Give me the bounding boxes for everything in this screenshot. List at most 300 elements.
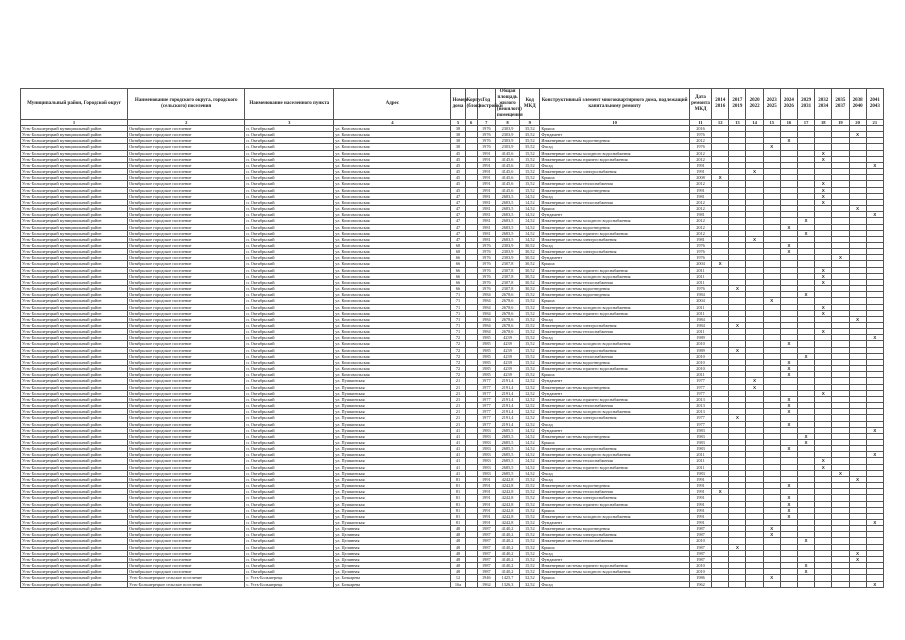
table-cell: Инженерные системы водоотведения xyxy=(540,384,690,390)
table-cell: 14,52 xyxy=(520,464,540,470)
table-cell: 41 xyxy=(451,427,465,433)
table-cell: 1976 xyxy=(689,249,711,255)
schedule-mark-cell xyxy=(780,581,797,587)
table-cell: Фасад xyxy=(540,144,690,150)
table-cell: 72 xyxy=(451,372,465,378)
table-cell: 1983 xyxy=(477,464,495,470)
table-cell: Инженерные системы горячего водоснабжения xyxy=(540,156,690,162)
table-cell: 2678,6 xyxy=(495,329,519,335)
table-cell: Усть-Большерецкий муниципальный район xyxy=(21,279,128,285)
table-cell: 45 xyxy=(451,162,465,168)
table-cell: ул. Пушкинская xyxy=(334,464,451,470)
table-cell: 66 xyxy=(451,286,465,292)
table-cell: Усть-Большерецкий муниципальный район xyxy=(21,538,128,544)
table-cell: п. Октябрьский xyxy=(245,150,334,156)
table-cell: 2685,5 xyxy=(495,427,519,433)
table-cell: Усть-Большерецкий муниципальный район xyxy=(21,507,128,513)
table-cell: 1983 xyxy=(689,470,711,476)
schedule-mark-cell: X xyxy=(746,378,763,384)
column-header: 2041 2043 xyxy=(866,89,883,120)
schedule-mark-cell: X xyxy=(832,255,849,261)
table-cell: 72 xyxy=(451,359,465,365)
table-cell: п. Октябрьский xyxy=(245,409,334,415)
table-cell: 1991 xyxy=(689,507,711,513)
table-cell: 12,52 xyxy=(520,396,540,402)
table-cell: 1977 xyxy=(689,421,711,427)
table-cell: Усть-Большерецкое сельское поселение xyxy=(128,575,245,581)
table-cell: ул. Пушкинская xyxy=(334,476,451,482)
table-cell: Инженерные системы теплоснабжения xyxy=(540,403,690,409)
table-cell: Инженерные системы горячего водоснабжения xyxy=(540,230,690,236)
table-cell: 45 xyxy=(451,181,465,187)
table-cell: ул. Комсомольская xyxy=(334,286,451,292)
table-cell: 2010 xyxy=(689,538,711,544)
table-cell: ул. Пушкинская xyxy=(334,415,451,421)
table-cell: 47 xyxy=(451,193,465,199)
table-cell: 1983 xyxy=(477,470,495,476)
table-cell: 4145,6 xyxy=(495,175,519,181)
table-cell: 1991 xyxy=(477,169,495,175)
table-cell: Усть-Большерецкий муниципальный район xyxy=(21,415,128,421)
table-cell: ул. Целинная xyxy=(334,563,451,569)
column-header: Код МКД xyxy=(520,89,540,120)
table-cell: 1984 xyxy=(689,316,711,322)
table-cell: п. Октябрьский xyxy=(245,483,334,489)
table-cell: 4239 xyxy=(495,335,519,341)
table-cell: Усть-Большерецкий муниципальный район xyxy=(21,489,128,495)
table-cell: 1976 xyxy=(689,242,711,248)
table-cell: 4242,8 xyxy=(495,495,519,501)
table-cell: Октябрьское городское поселение xyxy=(128,236,245,242)
table-cell: 4239 xyxy=(495,366,519,372)
table-cell: 1985 xyxy=(477,353,495,359)
table-cell: 14,52 xyxy=(520,236,540,242)
table-cell: 1981 xyxy=(477,236,495,242)
table-cell: Фасад xyxy=(540,193,690,199)
table-cell: 21 xyxy=(451,415,465,421)
column-header: 2032 2034 xyxy=(815,89,832,120)
schedule-mark-cell: X xyxy=(729,286,746,292)
table-cell: 2678,6 xyxy=(495,298,519,304)
table-cell: п. Октябрьский xyxy=(245,384,334,390)
table-cell: 15,52 xyxy=(520,175,540,181)
table-cell: 1981 xyxy=(477,224,495,230)
table-cell: 1987 xyxy=(477,569,495,575)
table-cell: ул. Комсомольская xyxy=(334,126,451,132)
column-number: 4 xyxy=(334,120,451,126)
schedule-mark-cell: X xyxy=(712,261,729,267)
table-cell: Усть-Большерецкий муниципальный район xyxy=(21,286,128,292)
table-cell: Октябрьское городское поселение xyxy=(128,162,245,168)
table-cell: Фасад xyxy=(540,581,690,587)
column-number: 2 xyxy=(128,120,245,126)
table-cell: Октябрьское городское поселение xyxy=(128,224,245,230)
table-cell: 1977 xyxy=(689,378,711,384)
table-cell: ул. Пушкинская xyxy=(334,520,451,526)
table-cell: Усть-Большерецкий муниципальный район xyxy=(21,581,128,587)
table-cell: ул. Пушкинская xyxy=(334,433,451,439)
table-cell: 15,52 xyxy=(520,372,540,378)
schedule-mark-cell: X xyxy=(849,556,866,562)
table-cell: 32,52 xyxy=(520,575,540,581)
table-cell: Усть-Большерецкий муниципальный район xyxy=(21,347,128,353)
table-cell: ул. Пушкинская xyxy=(334,489,451,495)
table-cell: Инженерные системы холодного водоснабжения xyxy=(540,304,690,310)
table-cell: 1984 xyxy=(477,304,495,310)
table-cell: Фасад xyxy=(540,335,690,341)
table-cell: 15,52 xyxy=(520,569,540,575)
table-cell: 2011 xyxy=(689,267,711,273)
schedule-mark-cell: X xyxy=(780,366,797,372)
column-number: 20 xyxy=(849,120,866,126)
schedule-mark-cell: X xyxy=(815,304,832,310)
table-cell: Октябрьское городское поселение xyxy=(128,298,245,304)
table-cell: 15,52 xyxy=(520,329,540,335)
table-cell: Усть-Большерецкий муниципальный район xyxy=(21,310,128,316)
repair-schedule-table xyxy=(20,88,884,588)
table-cell: ул. Комсомольская xyxy=(334,329,451,335)
table-cell: 2011 xyxy=(689,464,711,470)
table-cell: 38 xyxy=(451,126,465,132)
table-cell: 2683,5 xyxy=(495,218,519,224)
table-cell: 1976 xyxy=(477,286,495,292)
table-cell: 81 xyxy=(451,483,465,489)
schedule-mark-cell: X xyxy=(866,162,883,168)
table-cell: 1985 xyxy=(477,347,495,353)
table-cell: ул. Целинная xyxy=(334,526,451,532)
table-cell: 1962 xyxy=(477,581,495,587)
table-cell: 30,52 xyxy=(520,242,540,248)
table-cell: п. Октябрьский xyxy=(245,175,334,181)
table-cell: 2004 xyxy=(689,261,711,267)
table-cell: Усть-Большерецкий муниципальный район xyxy=(21,569,128,575)
table-cell: Октябрьское городское поселение xyxy=(128,550,245,556)
table-cell: п. Октябрьский xyxy=(245,556,334,562)
table-cell: 1991 xyxy=(689,187,711,193)
table-cell: Инженерные системы холодного водоснабжения xyxy=(540,569,690,575)
table-cell: 2303,9 xyxy=(495,126,519,132)
schedule-mark-cell: X xyxy=(763,575,780,581)
schedule-mark-cell: X xyxy=(780,242,797,248)
table-cell: Инженерные системы холодного водоснабжения xyxy=(540,150,690,156)
table-cell: Октябрьское городское поселение xyxy=(128,390,245,396)
table-cell: 1987 xyxy=(477,563,495,569)
table-cell: Инженерные системы горячего водоснабжения xyxy=(540,366,690,372)
table-cell: п. Октябрьский xyxy=(245,476,334,482)
table-cell: Октябрьское городское поселение xyxy=(128,483,245,489)
table-cell: 1983 xyxy=(689,439,711,445)
table-cell: п. Октябрьский xyxy=(245,335,334,341)
schedule-mark-cell: X xyxy=(746,384,763,390)
table-cell: 15,52 xyxy=(520,181,540,187)
table-cell: п. Октябрьский xyxy=(245,415,334,421)
table-cell: 1976 xyxy=(689,144,711,150)
table-cell: 71 xyxy=(451,292,465,298)
table-cell: 15,52 xyxy=(520,310,540,316)
table-cell: Усть-Большерецкий муниципальный район xyxy=(21,433,128,439)
table-cell: 1991 xyxy=(689,483,711,489)
table-cell: ул. Комсомольская xyxy=(334,279,451,285)
column-header: 2029 2031 xyxy=(798,89,815,120)
table-cell: Инженерные системы холодного водоснабжения xyxy=(540,341,690,347)
table-cell: п. Октябрьский xyxy=(245,366,334,372)
table-cell: ул. Пушкинская xyxy=(334,403,451,409)
schedule-mark-cell: X xyxy=(729,323,746,329)
table-cell: 2012 xyxy=(689,181,711,187)
schedule-mark-cell: X xyxy=(780,501,797,507)
table-cell: 71 xyxy=(451,298,465,304)
table-cell: Октябрьское городское поселение xyxy=(128,439,245,445)
column-number: 16 xyxy=(780,120,797,126)
column-number: 18 xyxy=(815,120,832,126)
table-cell: 1991 xyxy=(689,476,711,482)
table-cell: 1977 xyxy=(477,415,495,421)
table-cell: Октябрьское городское поселение xyxy=(128,329,245,335)
table-cell: Усть-Большерецкий муниципальный район xyxy=(21,206,128,212)
table-cell: п. Октябрьский xyxy=(245,501,334,507)
table-cell: 1976 xyxy=(477,255,495,261)
schedule-mark-cell: X xyxy=(815,390,832,396)
table-cell: 2013 xyxy=(689,396,711,402)
table-cell: Усть-Большерецкий муниципальный район xyxy=(21,304,128,310)
table-cell: 1981 xyxy=(477,230,495,236)
table-cell: Октябрьское городское поселение xyxy=(128,169,245,175)
table-cell: 14,52 xyxy=(520,433,540,439)
schedule-mark-cell: X xyxy=(815,193,832,199)
table-cell: 14,52 xyxy=(520,206,540,212)
table-cell: Усть-Большерецкий муниципальный район xyxy=(21,575,128,581)
table-cell: 2678,6 xyxy=(495,304,519,310)
table-cell: 4239 xyxy=(495,353,519,359)
table-cell: Инженерные системы электроснабжения xyxy=(540,236,690,242)
table-cell: 72 xyxy=(451,366,465,372)
table-cell: 1991 xyxy=(477,175,495,181)
table-cell: 1977 xyxy=(477,384,495,390)
table-cell: п. Октябрьский xyxy=(245,310,334,316)
table-cell: 15,52 xyxy=(520,550,540,556)
table-cell: с. Усть-Большерецк xyxy=(245,575,334,581)
table-cell: п. Октябрьский xyxy=(245,236,334,242)
table-cell: 4242,8 xyxy=(495,483,519,489)
table-cell: 68 xyxy=(451,249,465,255)
table-cell: 4145,6 xyxy=(495,156,519,162)
column-number: 13 xyxy=(729,120,746,126)
table-cell: 15,52 xyxy=(520,526,540,532)
table-cell: 1983 xyxy=(689,446,711,452)
table-cell: п. Октябрьский xyxy=(245,433,334,439)
table-cell: Октябрьское городское поселение xyxy=(128,495,245,501)
table-cell: 1976 xyxy=(477,132,495,138)
table-cell: 1976 xyxy=(477,279,495,285)
schedule-mark-cell xyxy=(815,581,832,587)
table-cell: 21 xyxy=(451,421,465,427)
table-cell: 1977 xyxy=(477,378,495,384)
column-header: Муниципальный район, Городской округ xyxy=(21,89,128,120)
table-cell: 4239 xyxy=(495,359,519,365)
schedule-mark-cell: X xyxy=(866,581,883,587)
table-cell: 4140,2 xyxy=(495,556,519,562)
table-cell: 2678,6 xyxy=(495,310,519,316)
table-cell: 35,52 xyxy=(520,132,540,138)
schedule-mark-cell: X xyxy=(780,421,797,427)
table-cell: 4242,8 xyxy=(495,501,519,507)
table-cell: 1983 xyxy=(477,427,495,433)
table-cell: ул. Комсомольская xyxy=(334,162,451,168)
table-cell: Усть-Большерецкий муниципальный район xyxy=(21,181,128,187)
table-cell: Усть-Большерецкий муниципальный район xyxy=(21,236,128,242)
table-cell: Усть-Большерецкий муниципальный район xyxy=(21,212,128,218)
table-cell: 4145,6 xyxy=(495,150,519,156)
schedule-mark-cell: X xyxy=(780,372,797,378)
table-cell: Усть-Большерецкий муниципальный район xyxy=(21,169,128,175)
column-header: Год постройки xyxy=(477,89,495,120)
table-cell: п. Октябрьский xyxy=(245,520,334,526)
table-cell: п. Октябрьский xyxy=(245,169,334,175)
table-cell: 47 xyxy=(451,206,465,212)
table-cell: 14,52 xyxy=(520,212,540,218)
table-cell: 15,52 xyxy=(520,347,540,353)
table-cell: 2012 xyxy=(689,199,711,205)
column-header: 2017 2019 xyxy=(729,89,746,120)
table-cell: 2011 xyxy=(689,310,711,316)
table-cell: Октябрьское городское поселение xyxy=(128,476,245,482)
table-cell: 2303,9 xyxy=(495,242,519,248)
table-cell: 2307,8 xyxy=(495,261,519,267)
schedule-mark-cell: X xyxy=(798,433,815,439)
table-cell: п. Октябрьский xyxy=(245,341,334,347)
table-cell: 2010 xyxy=(689,563,711,569)
table-cell: 14,52 xyxy=(520,218,540,224)
schedule-mark-cell: X xyxy=(866,452,883,458)
table-cell: п. Октябрьский xyxy=(245,544,334,550)
schedule-mark-cell: X xyxy=(780,138,797,144)
schedule-mark-cell: X xyxy=(832,470,849,476)
table-cell: Усть-Большерецкий муниципальный район xyxy=(21,126,128,132)
table-cell: 14,52 xyxy=(520,452,540,458)
table-cell: Инженерные системы теплоснабжения xyxy=(540,489,690,495)
table-cell: Усть-Большерецкий муниципальный район xyxy=(21,550,128,556)
table-cell: 1987 xyxy=(689,526,711,532)
table-cell: 32,52 xyxy=(520,581,540,587)
table-cell: 15,52 xyxy=(520,476,540,482)
table-cell: Октябрьское городское поселение xyxy=(128,520,245,526)
table-cell: Усть-Большерецкий муниципальный район xyxy=(21,353,128,359)
table-cell: Октябрьское городское поселение xyxy=(128,255,245,261)
table-cell: 2303,9 xyxy=(495,144,519,150)
table-cell: Октябрьское городское поселение xyxy=(128,409,245,415)
table-cell: п. Октябрьский xyxy=(245,267,334,273)
table-cell: Октябрьское городское поселение xyxy=(128,532,245,538)
table-cell: 1991 xyxy=(689,513,711,519)
table-cell: Усть-Большерецкий муниципальный район xyxy=(21,162,128,168)
table-cell: ул. Комсомольская xyxy=(334,199,451,205)
table-cell: Крыша xyxy=(540,175,690,181)
table-cell: Усть-Большерецкий муниципальный район xyxy=(21,261,128,267)
table-cell: 1991 xyxy=(477,489,495,495)
table-cell: 12,52 xyxy=(520,421,540,427)
table-cell: п. Октябрьский xyxy=(245,292,334,298)
table-cell: 2004 xyxy=(689,298,711,304)
table-cell: 1976 xyxy=(477,267,495,273)
table-cell: 1987 xyxy=(477,556,495,562)
table-cell: 1989 xyxy=(689,335,711,341)
table-cell: Инженерные системы водоотведения xyxy=(540,187,690,193)
table-cell: ул. Пушкинская xyxy=(334,427,451,433)
schedule-mark-cell: X xyxy=(815,181,832,187)
table-cell: Крыша xyxy=(540,372,690,378)
table-cell: п. Октябрьский xyxy=(245,242,334,248)
table-cell: ул. Бочкарева xyxy=(334,581,451,587)
table-cell: 14,52 xyxy=(520,224,540,230)
table-cell: ул. Целинная xyxy=(334,538,451,544)
table-cell: Усть-Большерецкий муниципальный район xyxy=(21,458,128,464)
table-cell: 15,52 xyxy=(520,187,540,193)
table-cell: 2013 xyxy=(689,403,711,409)
table-cell: Октябрьское городское поселение xyxy=(128,353,245,359)
table-cell: 2685,5 xyxy=(495,433,519,439)
table-cell: 1976 xyxy=(477,138,495,144)
table-cell: ул. Пушкинская xyxy=(334,507,451,513)
table-cell: Октябрьское городское поселение xyxy=(128,175,245,181)
table-cell: 1991 xyxy=(689,489,711,495)
schedule-mark-cell: X xyxy=(798,563,815,569)
table-cell: Усть-Большерецкий муниципальный район xyxy=(21,378,128,384)
table-cell: 71 xyxy=(451,323,465,329)
table-cell: 1976 xyxy=(477,249,495,255)
table-cell: п. Октябрьский xyxy=(245,230,334,236)
table-cell: Усть-Большерецкий муниципальный район xyxy=(21,242,128,248)
table-cell: 38 xyxy=(451,138,465,144)
table-cell: Усть-Большерецкий муниципальный район xyxy=(21,323,128,329)
schedule-mark-cell: X xyxy=(780,403,797,409)
table-cell: ул. Комсомольская xyxy=(334,323,451,329)
table-cell: 15,52 xyxy=(520,335,540,341)
table-cell: ул. Пушкинская xyxy=(334,396,451,402)
table-cell: Фундамент xyxy=(540,520,690,526)
table-cell: п. Октябрьский xyxy=(245,323,334,329)
table-cell: 1991 xyxy=(477,483,495,489)
table-cell: 66 xyxy=(451,273,465,279)
table-cell: ул. Комсомольская xyxy=(334,242,451,248)
table-cell: ул. Пушкинская xyxy=(334,378,451,384)
schedule-mark-cell: X xyxy=(780,409,797,415)
table-cell: 2012 xyxy=(689,230,711,236)
table-cell: 48 xyxy=(451,556,465,562)
table-cell: Усть-Большерецкий муниципальный район xyxy=(21,409,128,415)
column-number: 17 xyxy=(798,120,815,126)
table-cell: Инженерные системы водоотведения xyxy=(540,286,690,292)
table-cell: 14,52 xyxy=(520,427,540,433)
column-header: Дата ремонта МКД xyxy=(689,89,711,120)
schedule-mark-cell: X xyxy=(729,347,746,353)
schedule-mark-cell: X xyxy=(780,513,797,519)
table-cell: 14,52 xyxy=(520,458,540,464)
table-cell: 1991 xyxy=(689,501,711,507)
table-cell: 12,52 xyxy=(520,378,540,384)
table-cell: ул. Комсомольская xyxy=(334,310,451,316)
table-cell: 2307,8 xyxy=(495,267,519,273)
table-cell: Октябрьское городское поселение xyxy=(128,421,245,427)
table-cell: 2191,4 xyxy=(495,390,519,396)
table-cell: Усть-Большерецкий муниципальный район xyxy=(21,267,128,273)
table-cell: 2191,4 xyxy=(495,378,519,384)
column-number: 21 xyxy=(866,120,883,126)
table-cell: 15,52 xyxy=(520,156,540,162)
table-cell: 2191,4 xyxy=(495,421,519,427)
table-cell: п. Октябрьский xyxy=(245,286,334,292)
schedule-mark-cell: X xyxy=(712,489,729,495)
table-cell: 1983 xyxy=(477,433,495,439)
